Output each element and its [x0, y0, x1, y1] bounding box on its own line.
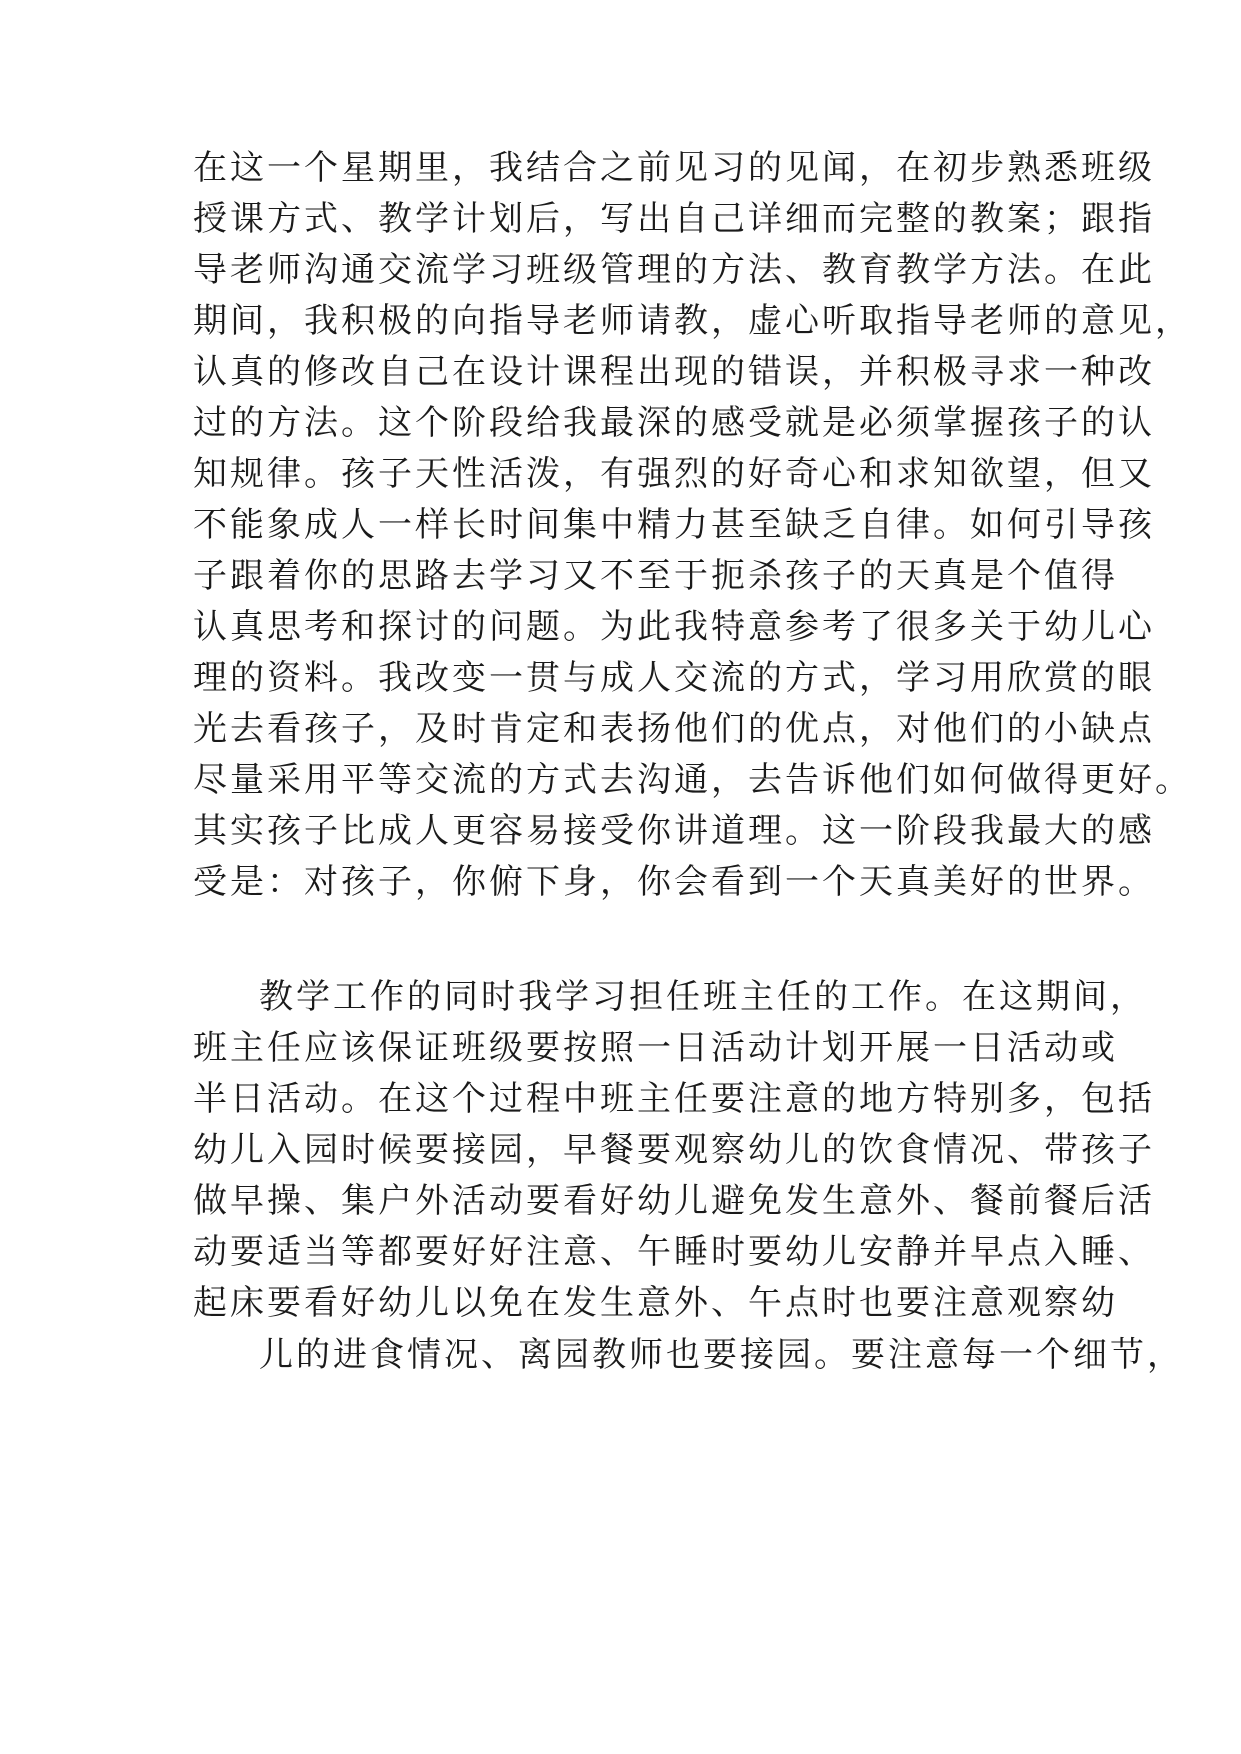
text-line: 起床要看好幼儿以免在发生意外、午点时也要注意观察幼	[193, 1283, 1118, 1323]
text-line: 导老师沟通交流学习班级管理的方法、教育教学方法。在此	[193, 250, 1155, 290]
text-line: 其实孩子比成人更容易接受你讲道理。这一阶段我最大的感	[193, 811, 1155, 851]
text-line: 认真的修改自己在设计课程出现的错误，并积极寻求一种改	[193, 352, 1155, 392]
text-line: 教学工作的同时我学习担任班主任的工作。在这期间，	[259, 977, 1147, 1017]
text-line: 做早操、集户外活动要看好幼儿避免发生意外、餐前餐后活	[193, 1181, 1155, 1221]
text-line: 理的资料。我改变一贯与成人交流的方式，学习用欣赏的眼	[193, 658, 1155, 698]
text-line: 动要适当等都要好好注意、午睡时要幼儿安静并早点入睡、	[193, 1232, 1155, 1272]
text-line: 子跟着你的思路去学习又不至于扼杀孩子的天真是个值得	[193, 556, 1118, 596]
text-line: 期间，我积极的向指导老师请教，虚心听取指导老师的意见，	[193, 301, 1192, 341]
text-line: 在这一个星期里，我结合之前见习的见闻，在初步熟悉班级	[193, 148, 1155, 188]
text-line: 尽量采用平等交流的方式去沟通，去告诉他们如何做得更好。	[193, 760, 1192, 800]
text-line: 儿的进食情况、离园教师也要接园。要注意每一个细节，	[259, 1335, 1184, 1375]
text-line: 幼儿入园时候要接园，早餐要观察幼儿的饮食情况、带孩子	[193, 1130, 1155, 1170]
text-line: 受是：对孩子，你俯下身，你会看到一个天真美好的世界。	[193, 862, 1155, 902]
text-line: 班主任应该保证班级要按照一日活动计划开展一日活动或	[193, 1028, 1118, 1068]
text-line: 不能象成人一样长时间集中精力甚至缺乏自律。如何引导孩	[193, 505, 1155, 545]
text-line: 认真思考和探讨的问题。为此我特意参考了很多关于幼儿心	[193, 607, 1155, 647]
text-line: 授课方式、教学计划后，写出自己详细而完整的教案；跟指	[193, 199, 1155, 239]
text-line: 知规律。孩子天性活泼，有强烈的好奇心和求知欲望，但又	[193, 454, 1155, 494]
text-line: 半日活动。在这个过程中班主任要注意的地方特别多，包括	[193, 1079, 1155, 1119]
text-line: 光去看孩子，及时肯定和表扬他们的优点，对他们的小缺点	[193, 709, 1155, 749]
text-line: 过的方法。这个阶段给我最深的感受就是必须掌握孩子的认	[193, 403, 1155, 443]
